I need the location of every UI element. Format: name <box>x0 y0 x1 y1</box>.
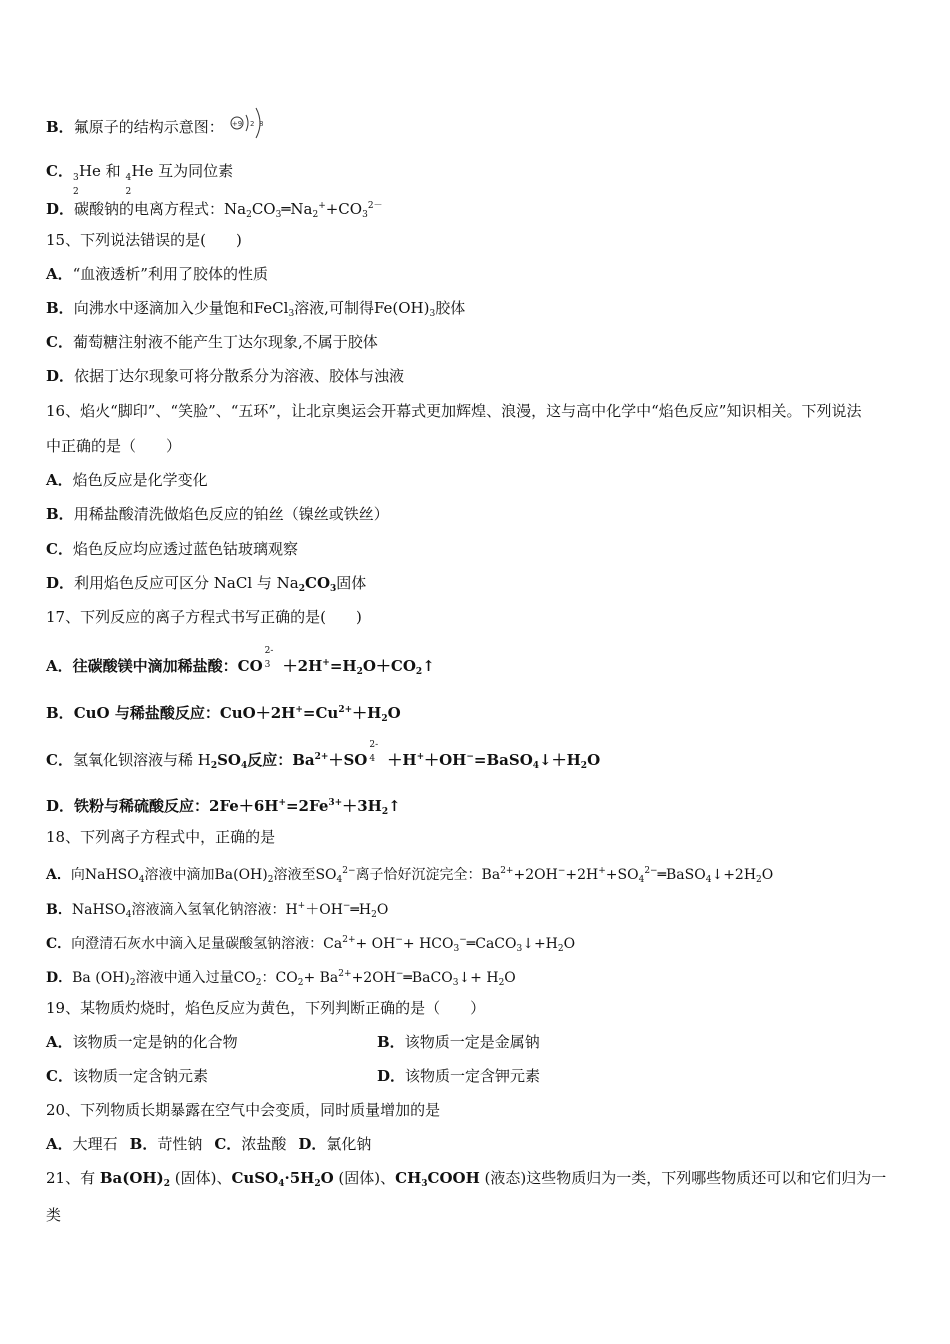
option-label: D． <box>377 1067 406 1085</box>
option-text: 焰色反应均应透过蓝色钴玻璃观察 <box>72 540 298 558</box>
text: (固体)、 <box>169 1169 232 1187</box>
option-label: D． <box>46 797 75 815</box>
text: +SO <box>605 867 639 883</box>
text: 溶液中通入过量CO <box>135 970 256 986</box>
superscript: 2+ <box>342 935 356 945</box>
text: =2Fe <box>285 797 329 815</box>
text: ═CaCO <box>466 936 517 952</box>
subscript: 4 <box>240 761 248 771</box>
text: ↓＋H <box>539 751 581 769</box>
option-d-label: D． <box>298 1135 327 1153</box>
subscript: 4 <box>638 875 645 885</box>
option-b-fluorine-structure <box>46 114 272 142</box>
charge-stack <box>367 740 387 767</box>
text: 往碳酸镁中滴加稀盐酸：CO <box>72 657 263 675</box>
text: CH <box>395 1169 422 1187</box>
superscript: + <box>416 752 425 762</box>
shell1-label: 2 <box>250 120 255 128</box>
option-label: B． <box>46 505 74 523</box>
option-text: 该物质一定是钠的化合物 <box>72 1033 238 1051</box>
option-label: A． <box>46 471 73 489</box>
option-text: 葡萄糖注射液不能产生丁达尔现象,不属于胶体 <box>72 333 378 351</box>
question-21-stem-line2: 类 <box>46 1206 62 1224</box>
q17-option-d <box>46 793 401 822</box>
question-15-stem: 15、下列说法错误的是( ) <box>46 231 242 249</box>
text: ↑ <box>388 797 401 815</box>
text: 碳酸钠的电离方程式：Na <box>74 200 247 218</box>
nucleus-label: +9 <box>232 120 243 128</box>
text: 胶体 <box>435 299 466 317</box>
q16-option-a <box>46 470 208 490</box>
q16-option-b <box>46 504 389 524</box>
question-20-stem: 20、下列物质长期暴露在空气中会变质，同时质量增加的是 <box>46 1101 441 1119</box>
subscript: 2 <box>381 714 388 724</box>
text: ＋H <box>352 704 382 722</box>
option-label: A． <box>46 867 71 883</box>
superscript: 2+ <box>338 969 352 979</box>
q15-option-d <box>46 366 404 386</box>
option-text: 该物质一定是金属钠 <box>404 1033 540 1051</box>
option-text: 该物质一定含钾元素 <box>405 1067 541 1085</box>
subscript: 4 <box>278 1179 285 1189</box>
subscript: 3 <box>288 309 295 319</box>
subscript: 3 <box>453 944 460 954</box>
superscript: 2+ <box>314 752 329 762</box>
subscript: 4 <box>705 875 712 885</box>
option-text: 氟原子的结构示意图： <box>73 118 224 136</box>
text: (液态)这些物质归为一类，下列哪些物质还可以和它们归为一 <box>479 1169 887 1187</box>
text: ＋OH <box>424 751 467 769</box>
text: CuSO <box>231 1169 279 1187</box>
option-a-text: 大理石 <box>72 1135 118 1153</box>
subscript: 3 <box>421 1179 428 1189</box>
q18-option-b <box>46 896 388 925</box>
option-label: B． <box>46 118 74 136</box>
superscript: 2− <box>342 866 356 876</box>
text: ↓+ H <box>458 970 499 986</box>
subscript: 2 <box>298 584 305 594</box>
question-18-stem: 18、下列离子方程式中，正确的是 <box>46 828 276 846</box>
option-b-label: B． <box>129 1135 158 1153</box>
superscript: 2- <box>369 740 379 750</box>
q20-options <box>46 1134 371 1154</box>
q17-option-b <box>46 700 401 729</box>
q16-option-c <box>46 539 298 559</box>
option-text: 焰色反应是化学变化 <box>72 471 208 489</box>
option-label: C． <box>46 540 73 558</box>
text: CuO 与稀盐酸反应：CuO＋2H <box>73 704 296 722</box>
option-label: C． <box>46 936 72 952</box>
text: ＋3H <box>342 797 382 815</box>
superscript: 3+ <box>328 798 343 808</box>
option-text: “血液透析”利用了胶体的性质 <box>72 265 268 283</box>
q16-option-d <box>46 573 366 599</box>
superscript: + <box>295 705 303 715</box>
superscript: 2+ <box>500 866 514 876</box>
text: 溶液至SO <box>273 867 337 883</box>
subscript: 2 <box>267 875 274 885</box>
text: 向沸水中逐滴加入少量饱和FeCl <box>73 299 289 317</box>
text: O <box>761 867 774 883</box>
subscript: 2 <box>498 978 505 988</box>
option-c-text: 浓盐酸 <box>241 1135 287 1153</box>
q17-option-c <box>46 740 601 776</box>
subscript: 2 <box>163 1179 170 1189</box>
text: CO <box>305 574 331 592</box>
q19-option-b <box>377 1032 540 1052</box>
atomic-number: 2 <box>72 187 79 197</box>
text: 固体 <box>336 574 367 592</box>
superscript: + <box>297 901 306 911</box>
option-label: D． <box>46 970 73 986</box>
option-label: D． <box>46 200 75 218</box>
text: 铁粉与稀硫酸反应：2Fe＋6H <box>74 797 279 815</box>
superscript: 2- <box>264 646 274 656</box>
subscript: 2 <box>557 944 564 954</box>
option-text: 用稀盐酸清洗做焰色反应的铂丝（镍丝或铁丝） <box>73 505 389 523</box>
superscript: + <box>322 658 330 668</box>
option-b-text: 苛性钠 <box>157 1135 203 1153</box>
subscript: 2 <box>371 910 377 920</box>
text: ═Na <box>281 200 313 218</box>
text: O <box>563 936 576 952</box>
option-d-sodium-carbonate <box>46 196 383 225</box>
text: 利用焰色反应可区分 NaCl 与 Na <box>74 574 299 592</box>
subscript: 2 <box>314 1179 321 1189</box>
text: CO <box>251 200 276 218</box>
subscript: 3 <box>452 978 459 988</box>
option-c-helium <box>46 161 234 197</box>
option-label: A． <box>46 1033 73 1051</box>
charge-stack <box>263 646 283 673</box>
option-label: C． <box>46 751 73 769</box>
subscript: 2 <box>415 667 423 677</box>
option-label: D． <box>46 574 75 592</box>
subscript: 2 <box>312 210 319 220</box>
text: 向NaHSO <box>70 867 139 883</box>
text: O <box>587 751 601 769</box>
option-label: C． <box>46 162 73 180</box>
text: =H <box>329 657 357 675</box>
text: NaHSO <box>71 902 126 918</box>
text: Ba (OH) <box>72 970 130 986</box>
subscript: 3 <box>330 584 337 594</box>
q18-option-c <box>46 930 575 959</box>
text: ＋OH <box>305 902 343 918</box>
subscript: 2 <box>297 978 304 988</box>
atomic-number: 2 <box>125 187 132 197</box>
superscript: − <box>557 866 566 876</box>
superscript: − <box>395 935 403 945</box>
option-label: B． <box>46 299 74 317</box>
text: ＋H <box>387 751 417 769</box>
subscript: 3 <box>516 944 523 954</box>
text: + OH <box>355 936 396 952</box>
text: ·5H <box>284 1169 315 1187</box>
q19-option-c <box>46 1066 208 1086</box>
superscript: + <box>598 866 606 876</box>
text: ═BaSO <box>657 867 706 883</box>
q18-option-d <box>46 964 516 993</box>
text: ↓+H <box>522 936 558 952</box>
subscript: 3 <box>275 210 282 220</box>
q15-option-c <box>46 332 378 352</box>
option-d-text: 氯化钠 <box>326 1135 372 1153</box>
option-c-label: C． <box>214 1135 242 1153</box>
subscript: 4 <box>138 875 145 885</box>
text: 21、有 <box>46 1169 100 1187</box>
option-text: 依据丁达尔现象可将分散系分为溶液、胶体与浊液 <box>74 367 405 385</box>
text: SO <box>217 751 241 769</box>
text: + Ba <box>303 970 339 986</box>
text: ═H <box>350 902 372 918</box>
subscript: 2 <box>129 978 136 988</box>
subscript: 3 <box>264 660 271 670</box>
option-label: A． <box>46 265 73 283</box>
text: 溶液中滴加Ba(OH) <box>144 867 268 883</box>
mass-number: 3 <box>72 173 79 183</box>
subscript: 4 <box>336 875 343 885</box>
q15-option-a <box>46 264 268 284</box>
text: ：CO <box>261 970 298 986</box>
option-label: B． <box>46 902 72 918</box>
superscript: 2+ <box>338 705 353 715</box>
superscript: − <box>459 935 467 945</box>
subscript: 3 <box>429 309 436 319</box>
option-label: C． <box>46 333 73 351</box>
option-label: B． <box>46 704 74 722</box>
text: +2H <box>565 867 599 883</box>
text: (固体)、 <box>333 1169 396 1187</box>
superscript: − <box>395 969 404 979</box>
text: He 和 <box>78 162 126 180</box>
text: =BaSO <box>473 751 533 769</box>
text: He 互为同位素 <box>131 162 234 180</box>
superscript: − <box>342 901 351 911</box>
subscript: 4 <box>369 754 376 764</box>
subscript: 3 <box>362 210 368 220</box>
text: O <box>320 1169 334 1187</box>
option-label: A． <box>46 657 73 675</box>
subscript: 4 <box>125 910 132 920</box>
superscript: − <box>466 752 474 762</box>
question-17-stem: 17、下列反应的离子方程式书写正确的是( ) <box>46 608 362 626</box>
subscript: 2 <box>356 667 363 677</box>
text: +2OH <box>513 867 558 883</box>
text: 氢氧化钡溶液与稀 H <box>72 751 211 769</box>
subscript: 2 <box>210 761 218 771</box>
option-a-label: A． <box>46 1135 73 1153</box>
q17-option-a <box>46 646 435 682</box>
subscript: 2 <box>756 875 762 885</box>
text: 溶液滴入氢氧化钠溶液：H <box>131 902 298 918</box>
text: + HCO <box>402 936 454 952</box>
q19-option-d <box>377 1066 540 1086</box>
superscript: 2− <box>644 866 658 876</box>
q19-option-a <box>46 1032 238 1052</box>
subscript: 4 <box>532 761 540 771</box>
subscript: 2 <box>580 761 588 771</box>
question-19-stem: 19、某物质灼烧时，焰色反应为黄色，下列判断正确的是（ ） <box>46 999 486 1017</box>
text: 离子恰好沉淀完全：Ba <box>355 867 501 883</box>
text: ＋SO <box>328 751 368 769</box>
text: O <box>504 970 516 986</box>
q18-option-a <box>46 861 773 890</box>
superscript: 2－ <box>367 201 383 211</box>
text: ＋2H <box>282 657 323 675</box>
option-label: D． <box>46 367 75 385</box>
superscript: + <box>318 201 326 211</box>
question-16-stem-line1: 16、焰火“脚印”、“笑脸”、“五环”，让北京奥运会开幕式更加辉煌、浪漫，这与高中化学中“焰色反应”知识相关。下列说法 <box>46 402 862 420</box>
text: 溶液,可制得Fe(OH) <box>294 299 430 317</box>
superscript: + <box>278 798 286 808</box>
text: Ba(OH) <box>99 1169 164 1187</box>
option-label: B． <box>377 1033 405 1051</box>
shell2-label: 8 <box>259 120 264 128</box>
text: ↑ <box>422 657 435 675</box>
text: =Cu <box>302 704 339 722</box>
q15-option-b <box>46 298 465 324</box>
option-text: 该物质一定含钠元素 <box>72 1067 208 1085</box>
text: O＋CO <box>362 657 416 675</box>
mass-number: 4 <box>125 173 132 183</box>
subscript: 2 <box>255 978 262 988</box>
text: O <box>376 902 389 918</box>
text: +CO <box>325 200 363 218</box>
subscript: 2 <box>246 210 252 220</box>
text: O <box>387 704 401 722</box>
question-16-stem-line2: 中正确的是（ ） <box>46 437 182 455</box>
text: 反应：Ba <box>247 751 315 769</box>
atom-structure-diagram-icon <box>228 104 272 142</box>
text: ↓+2H <box>711 867 757 883</box>
question-21-stem-line1 <box>46 1168 886 1194</box>
option-label: C． <box>46 1067 73 1085</box>
subscript: 2 <box>381 807 389 817</box>
text: +2OH <box>351 970 396 986</box>
text: 向澄清石灰水中滴入足量碳酸氢钠溶液：Ca <box>71 936 343 952</box>
text: COOH <box>427 1169 480 1187</box>
text: ═BaCO <box>403 970 453 986</box>
